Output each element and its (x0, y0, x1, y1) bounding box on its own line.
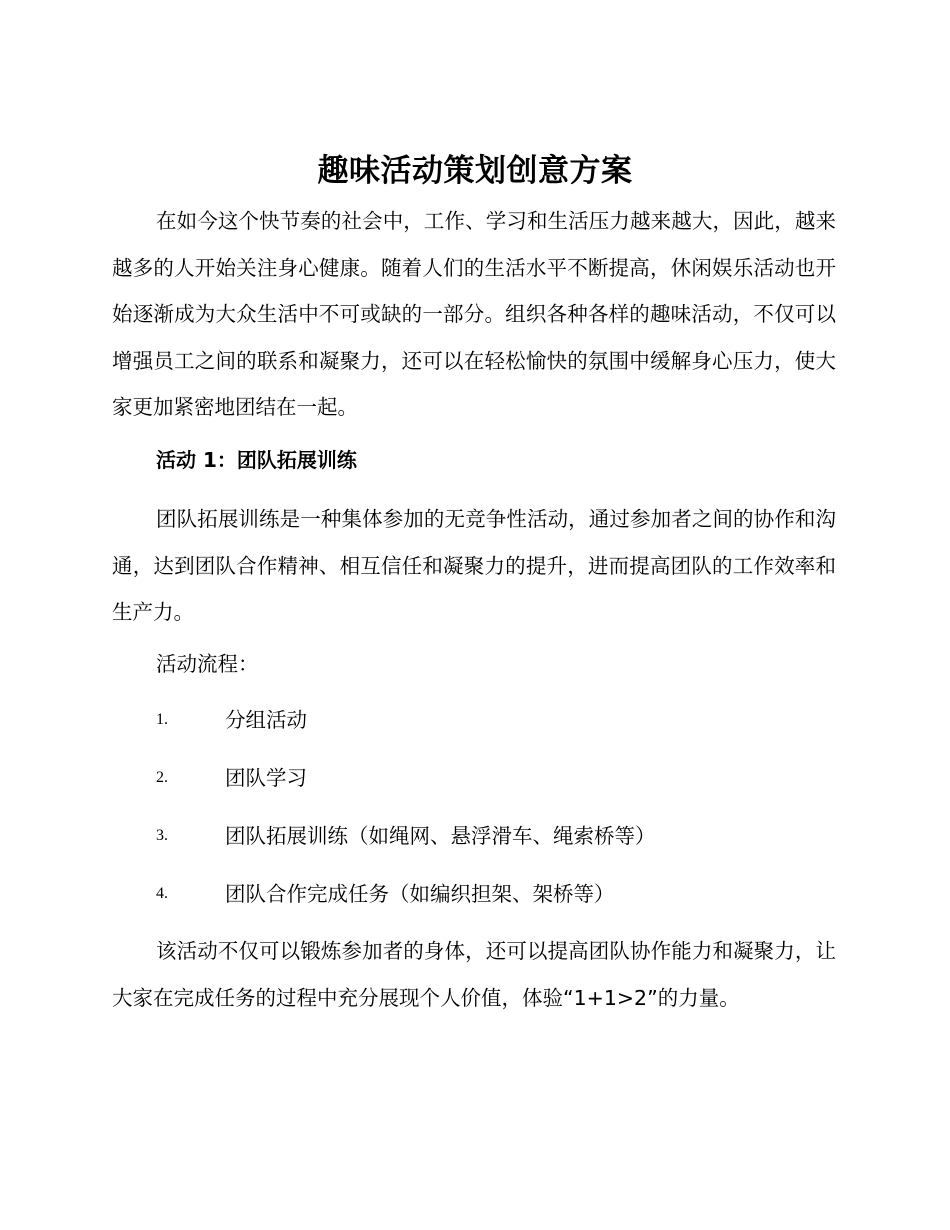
list-item-number: 3. (156, 827, 168, 844)
list-item (156, 874, 615, 914)
list-item-number: 2. (156, 769, 168, 786)
list-item (156, 758, 307, 798)
activity-1-description: 团队拓展训练是一种集体参加的无竞争性活动，通过参加者之间的协作和沟通，达到团队合作精神、相互信任和凝聚力的提升，进而提高团队的工作效率和生产力。 (112, 507, 836, 624)
list-item-text: 团队拓展训练（如绳网、悬浮滑车、绳索桥等） (225, 824, 656, 848)
activity-flow-label: 活动流程： (156, 652, 259, 676)
activity-1-heading: 活动 1：团队拓展训练 (156, 448, 357, 472)
list-item-number: 1. (156, 711, 168, 728)
list-item-text: 团队学习 (225, 766, 307, 790)
list-item-number: 4. (156, 885, 168, 902)
activity-1-conclusion: 该活动不仅可以锻炼参加者的身体，还可以提高团队协作能力和凝聚力，让大家在完成任务的过程中充分展现个人价值，体验“1+1>2”的力量。 (112, 939, 836, 1010)
list-item (156, 816, 656, 856)
document-title: 趣味活动策划创意方案 (317, 153, 633, 189)
list-item (156, 700, 307, 740)
intro-paragraph: 在如今这个快节奏的社会中，工作、学习和生活压力越来越大，因此，越来越多的人开始关注身心健康。随着人们的生活水平不断提高，休闲娱乐活动也开始逐渐成为大众生活中不可或缺的一部分。组织各种各样的趣味活动，不仅可以增强员工之间的联系和凝聚力，还可以在轻松愉快的氛围中缓解身心压力，使大家更加紧密地团结在一起。 (112, 209, 836, 419)
list-item-text: 分组活动 (225, 708, 307, 732)
list-item-text: 团队合作完成任务（如编织担架、架桥等） (225, 882, 615, 906)
